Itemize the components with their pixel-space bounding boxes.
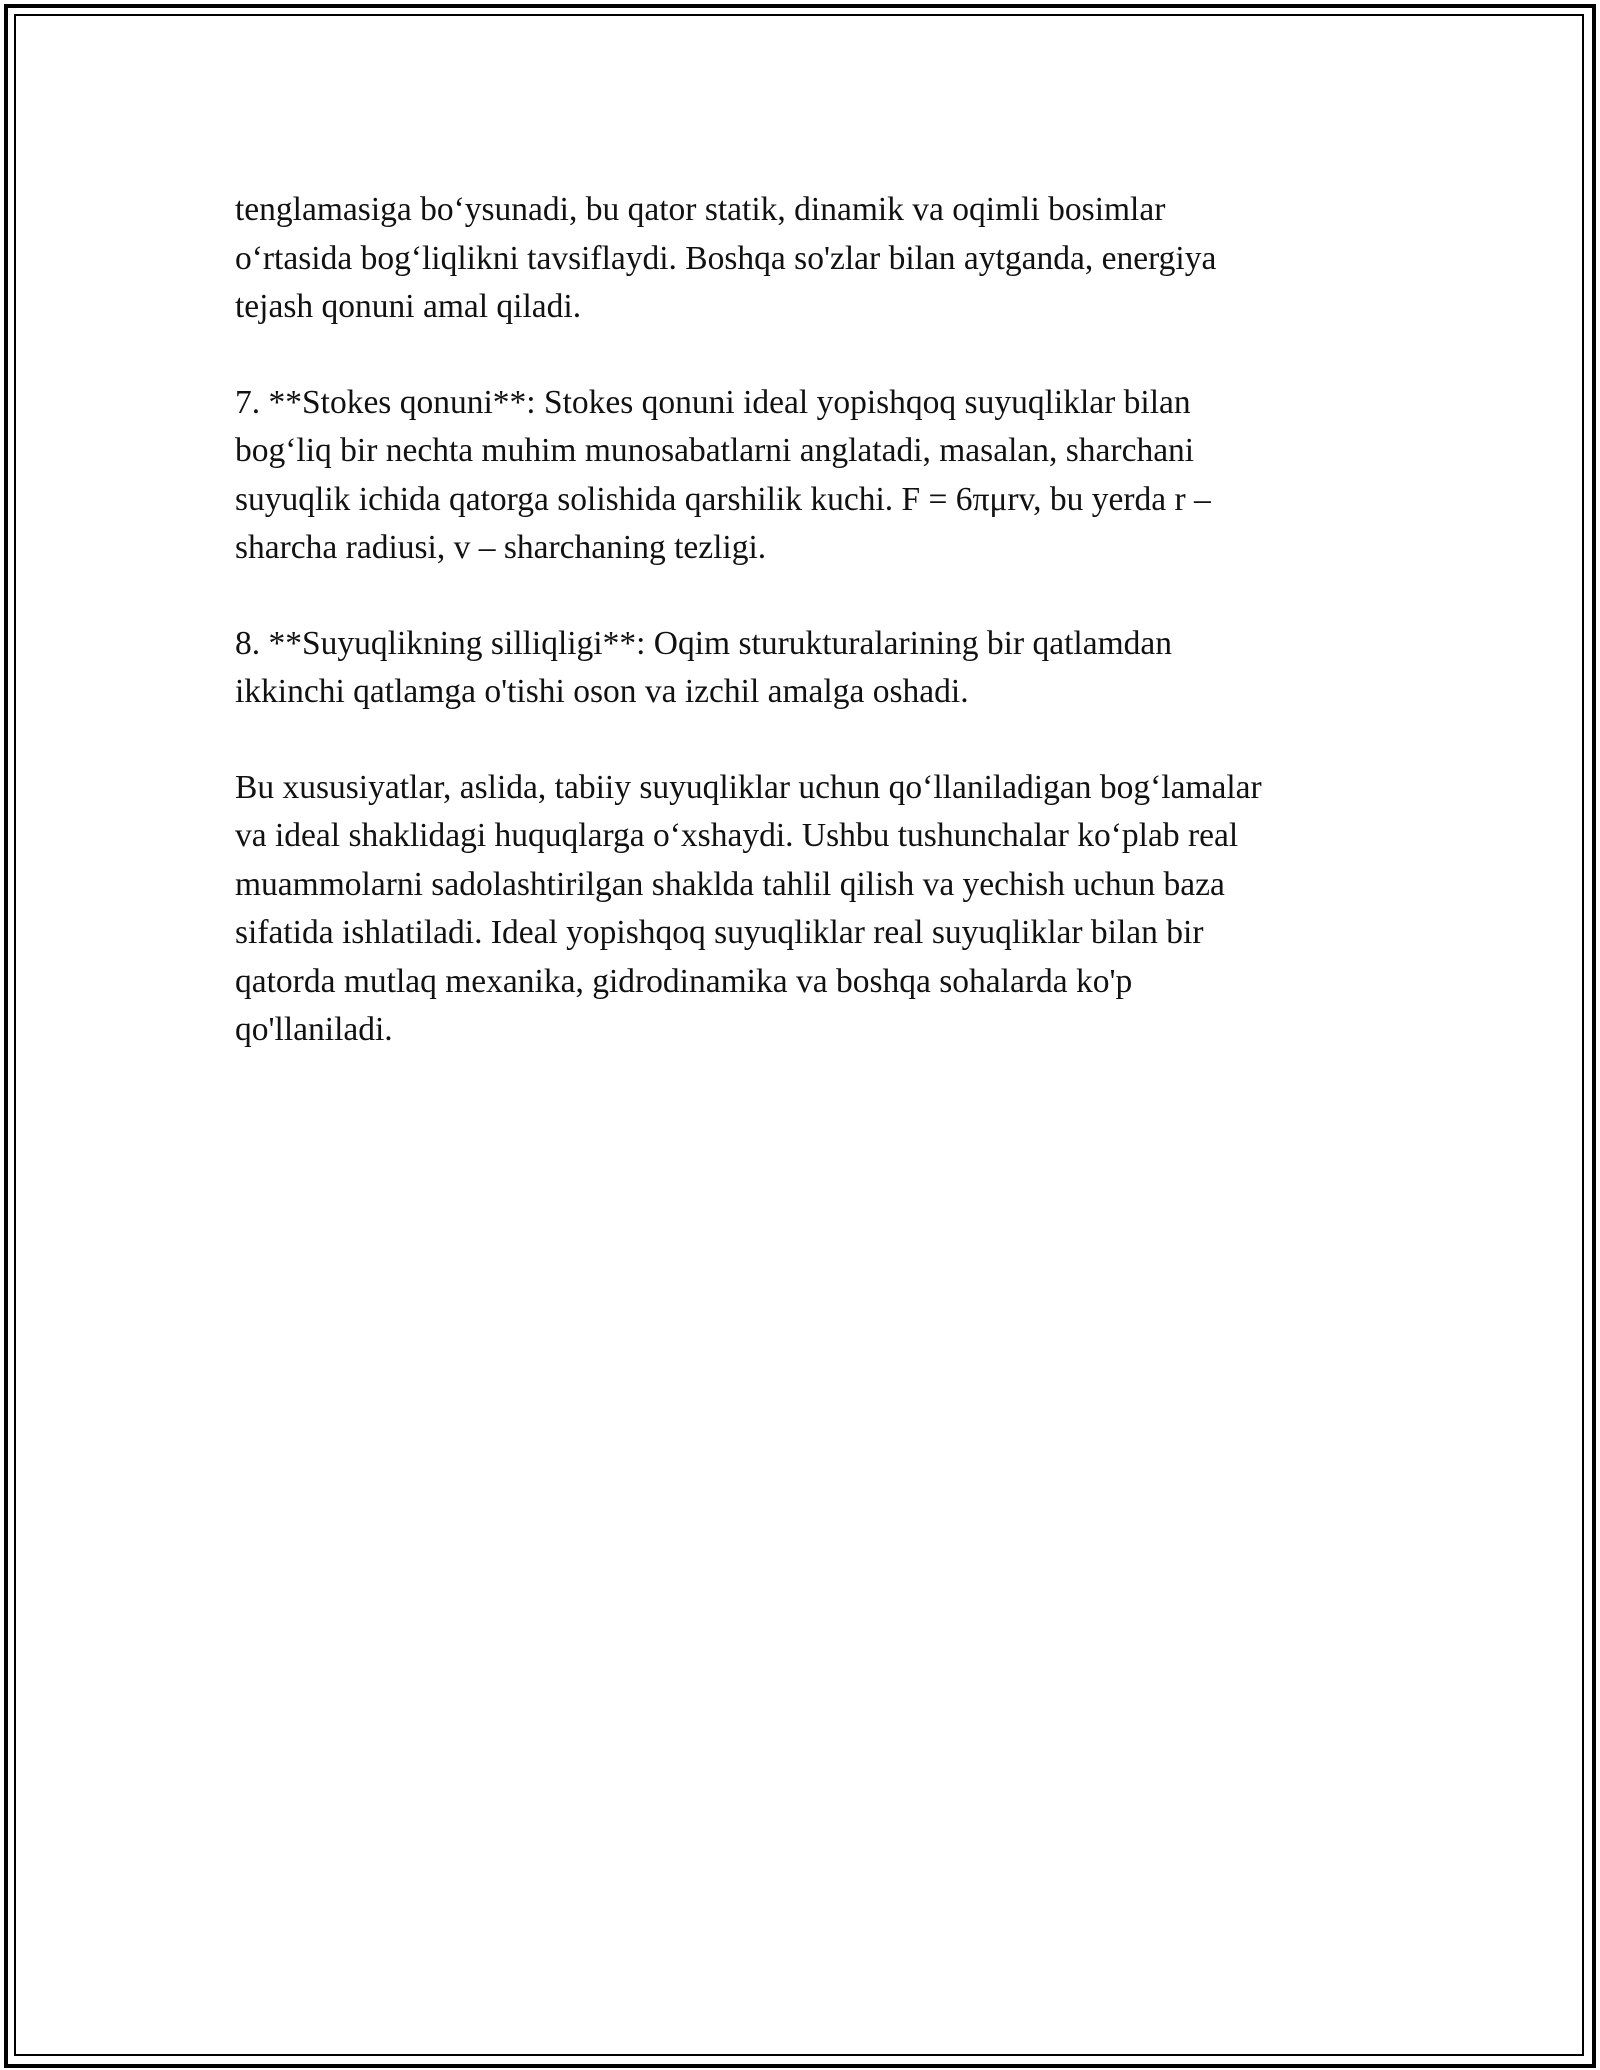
text-line: suyuqlik ichida qatorga solishida qarshilik kuchi. F = 6πμrv, bu yerda r –	[235, 480, 1211, 518]
paragraph-bernoulli-continuation	[235, 186, 1385, 332]
text-line: sifatida ishlatiladi. Ideal yopishqoq suyuqliklar real suyuqliklar bilan bir	[235, 914, 1204, 951]
text-line: 8. **Suyuqlikning silliqligi**: Oqim sturukturalarining bir qatlamdan	[235, 624, 1173, 662]
text-line: sharcha radiusi, v – sharchaning tezligi.	[235, 529, 767, 566]
document-body	[235, 186, 1385, 1102]
text-line: o‘rtasida bog‘liqlikni tavsiflaydi. Boshqa so'zlar bilan aytganda, energiya	[235, 239, 1217, 277]
text-line: va ideal shaklidagi huquqlarga o‘xshaydi. Ushbu tushunchalar ko‘plab real	[235, 817, 1239, 854]
text-line: ikkinchi qatlamga o'tishi oson va izchil amalga oshadi.	[235, 673, 969, 710]
text-line: bog‘liq bir nechta muhim munosabatlarni anglatadi, masalan, sharchani	[235, 432, 1195, 469]
text-line: qatorda mutlaq mexanika, gidrodinamika va boshqa sohalarda ko'p	[235, 962, 1133, 1000]
text-line: tenglamasiga bo‘ysunadi, bu qator statik, dinamik va oqimli bosimlar	[235, 191, 1166, 228]
text-line: muammolarni sadolashtirilgan shaklda tahlil qilish va yechish uchun baza	[235, 865, 1225, 903]
text-line: qo'llaniladi.	[235, 1011, 393, 1048]
paragraph-conclusion	[235, 764, 1385, 1055]
text-line: 7. **Stokes qonuni**: Stokes qonuni ideal yopishqoq suyuqliklar bilan	[235, 383, 1191, 421]
text-line: Bu xususiyatlar, aslida, tabiiy suyuqliklar uchun qo‘llaniladigan bog‘lamalar	[235, 768, 1262, 806]
text-line: tejash qonuni amal qiladi.	[235, 288, 582, 325]
paragraph-stokes-law	[235, 379, 1385, 573]
paragraph-fluid-smoothness	[235, 620, 1385, 717]
